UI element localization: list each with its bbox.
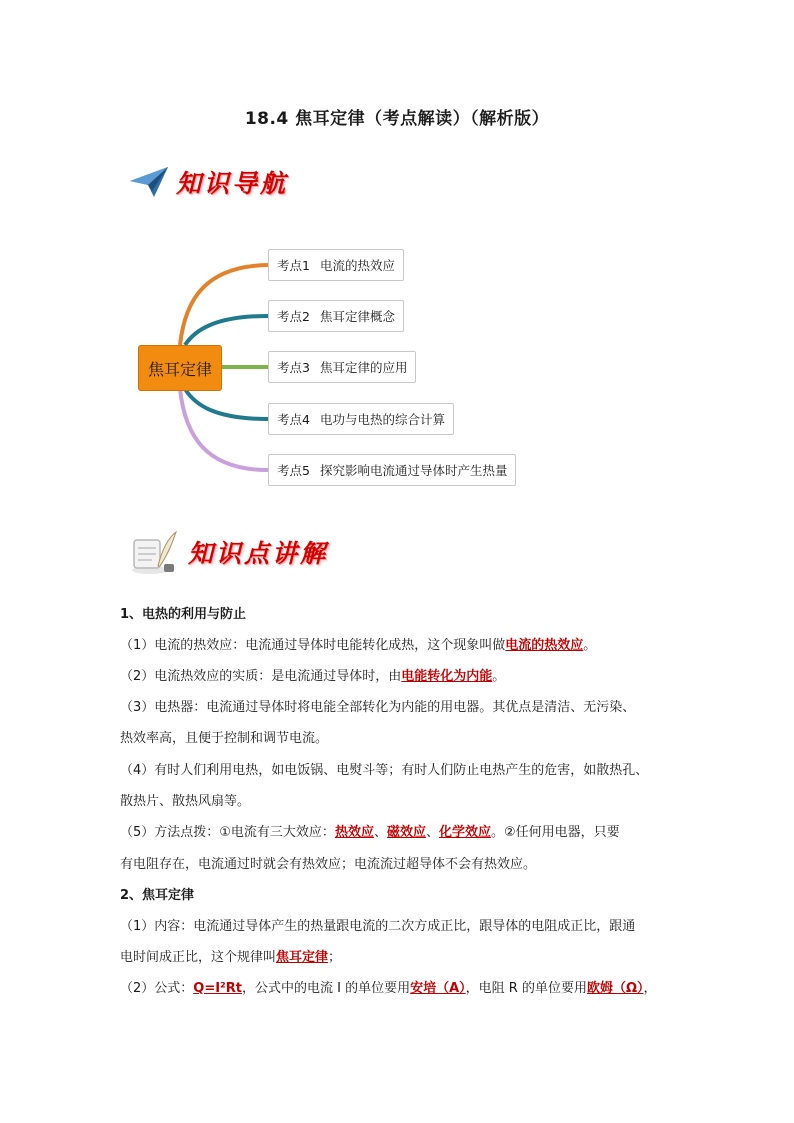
mindmap-leaf-5: [268, 454, 516, 486]
paragraph-5-line-2: 有电阻存在，电流通过时就会有热效应；电流流过超导体不会有热效应。: [120, 857, 537, 872]
q2-end: ，: [643, 981, 657, 996]
leaf-label: 电功与电热的综合计算: [319, 412, 445, 427]
paragraph-1: [120, 634, 596, 653]
p2-end: 。: [492, 669, 506, 684]
leaf-number: 考点2: [277, 309, 310, 324]
section-1-title: 1、电热的利用与防止: [120, 607, 247, 622]
q2-text-2: ，公式中的电流 I 的单位要用: [241, 981, 411, 996]
paragraph-7: [120, 977, 657, 996]
leaf-label: 焦耳定律的应用: [319, 360, 408, 375]
p2-text: （2）电流热效应的实质：是电流通过导体时，由: [120, 669, 402, 684]
q1-answer: 焦耳定律: [276, 950, 329, 965]
branch-connector-1: [180, 265, 268, 345]
q2-text-1: （2）公式：: [120, 981, 194, 996]
nav-section-header: [128, 164, 288, 200]
q1-text: 电时间成正比，这个规律叫: [120, 950, 277, 965]
q2-answer-ohm: 欧姆（Ω）: [586, 981, 644, 996]
section-2-title: 2、焦耳定律: [120, 888, 195, 903]
leaf-number: 考点4: [277, 412, 310, 427]
p5-answer-3: 化学效应: [439, 825, 492, 840]
paragraph-4-line-1: （4）有时人们利用电热，如电饭锅、电熨斗等；有时人们防止电热产生的危害，如散热孔、: [120, 763, 649, 778]
mindmap-leaf-1: [268, 249, 404, 281]
paragraph-3-line-2: 热效率高，且便于控制和调节电流。: [120, 731, 329, 746]
branch-connector-2: [185, 316, 268, 345]
paragraph-6-line-2: [120, 946, 341, 965]
paragraph-3-line-1: （3）电热器：电流通过导体时将电能全部转化为内能的用电器。其优点是清洁、无污染、: [120, 700, 636, 715]
leaf-label: 焦耳定律概念: [319, 309, 395, 324]
paragraph-2: [120, 665, 505, 684]
leaf-label: 探究影响电流通过导体时产生热量: [319, 463, 508, 478]
mindmap-center-node: 焦耳定律: [138, 345, 222, 391]
p5-sep-2: 、: [425, 825, 439, 840]
p5-answer-1: 热效应: [334, 825, 374, 840]
p5-answer-2: 磁效应: [386, 825, 426, 840]
scroll-quill-icon: [128, 528, 180, 576]
q2-text-3: ，电阻 R 的单位要用: [465, 981, 587, 996]
q2-answer-ampere: 安培（A）: [410, 981, 466, 996]
points-heading: 知识点讲解: [188, 539, 329, 568]
p2-answer: 电能转化为内能: [401, 669, 493, 684]
paragraph-5-line-1: [120, 821, 620, 840]
paragraph-6-line-1: （1）内容：电流通过导体产生的热量跟电流的二次方成正比，跟导体的电阻成正比，跟通: [120, 919, 636, 934]
p5-text: （5）方法点拨：①电流有三大效应：: [120, 825, 335, 840]
leaf-number: 考点1: [277, 258, 310, 273]
leaf-number: 考点3: [277, 360, 310, 375]
q2-formula: Q=I²Rt: [193, 981, 242, 996]
document-title: 18.4 焦耳定律（考点解读）（解析版）: [244, 109, 550, 129]
branch-connector-5: [180, 389, 268, 470]
mindmap-leaf-2: [268, 300, 404, 332]
mindmap-leaf-3: [268, 351, 416, 383]
mindmap-leaf-4: [268, 403, 454, 435]
points-section-header: [128, 528, 328, 576]
paragraph-4-line-2: 散热片、散热风扇等。: [120, 794, 251, 809]
paper-plane-icon: [128, 165, 170, 199]
leaf-number: 考点5: [277, 463, 310, 478]
nav-heading: 知识导航: [176, 169, 289, 198]
leaf-label: 电流的热效应: [319, 258, 395, 273]
q1-end: ；: [328, 950, 342, 965]
p1-end: 。: [583, 638, 597, 653]
p1-text: （1）电流的热效应：电流通过导体时电能转化成热，这个现象叫做: [120, 638, 506, 653]
branch-connector-4: [185, 389, 268, 419]
p5-text-2: 。②任何用电器，只要: [491, 825, 620, 840]
p5-sep-1: 、: [373, 825, 387, 840]
p1-answer: 电流的热效应: [505, 638, 584, 653]
